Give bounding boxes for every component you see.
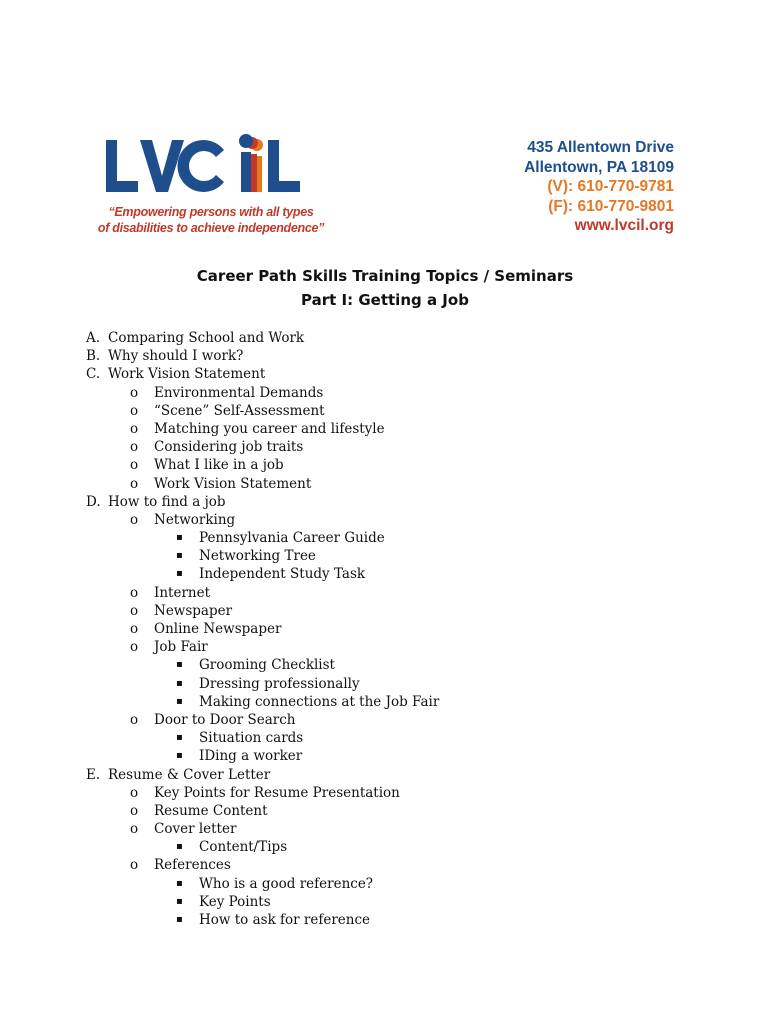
hollow-bullet-icon: o xyxy=(130,457,139,474)
outline-item-text: Online Newspaper xyxy=(154,621,282,637)
organization-tagline xyxy=(96,204,326,236)
outline-item-text: Cover letter xyxy=(154,821,237,838)
outline-letter: C. xyxy=(86,366,101,383)
square-bullet-icon: ▪ xyxy=(176,550,183,562)
hollow-bullet-icon: o xyxy=(130,384,139,401)
square-bullet-icon: ▪ xyxy=(176,877,183,889)
hollow-bullet-icon: o xyxy=(130,621,139,637)
hollow-bullet-icon: o xyxy=(130,802,139,819)
outline-item-text: Work Vision Statement xyxy=(154,475,312,492)
outline-item-text: Work Vision Statement xyxy=(108,366,266,383)
voice-phone: (V): 610-770-9781 xyxy=(547,178,674,195)
square-bullet-icon: ▪ xyxy=(176,732,183,744)
outline-item-text: How to ask for reference xyxy=(199,912,371,928)
street-address: 435 Allentown Drive xyxy=(527,139,674,156)
outline-item-text: Considering job traits xyxy=(154,439,304,456)
outline-letter: A. xyxy=(86,330,101,346)
outline-item-text: Situation cards xyxy=(199,730,304,747)
square-bullet-icon: ▪ xyxy=(176,568,183,580)
hollow-bullet-icon: o xyxy=(130,821,139,838)
outline-item-text: IDing a worker xyxy=(199,748,303,765)
outline-item-text: Key Points for Resume Presentation xyxy=(154,784,400,801)
hollow-bullet-icon: o xyxy=(130,639,139,656)
outline-item-text: Matching you career and lifestyle xyxy=(154,420,385,437)
hollow-bullet-icon: o xyxy=(130,402,139,419)
outline-letter: D. xyxy=(86,493,101,510)
square-bullet-icon: ▪ xyxy=(176,750,183,762)
outline-item-text: References xyxy=(154,857,231,874)
outline-item-text: “Scene” Self-Assessment xyxy=(154,402,325,419)
hollow-bullet-icon: o xyxy=(130,439,139,456)
hollow-bullet-icon: o xyxy=(130,420,139,437)
outline-item-text: Making connections at the Job Fair xyxy=(199,693,440,710)
website-link[interactable]: www.lvcil.org xyxy=(574,217,674,234)
outline-item-text: Pennsylvania Career Guide xyxy=(199,530,385,547)
hollow-bullet-icon: o xyxy=(130,711,139,728)
contact-block xyxy=(524,138,674,236)
outline-item-text: Key Points xyxy=(199,893,271,910)
hollow-bullet-icon: o xyxy=(130,584,139,601)
outline-item-text: Content/Tips xyxy=(199,839,288,856)
outline-item-text: What I like in a job xyxy=(154,457,284,474)
outline-item-text: Independent Study Task xyxy=(199,566,366,583)
outline-item-text: Internet xyxy=(154,584,211,601)
outline-item-text: Door to Door Search xyxy=(154,711,296,728)
outline-item-text: Comparing School and Work xyxy=(108,330,305,346)
outline-item-text: How to find a job xyxy=(108,493,226,510)
square-bullet-icon: ▪ xyxy=(176,659,183,671)
outline-item-text: Resume & Cover Letter xyxy=(108,766,271,783)
hollow-bullet-icon: o xyxy=(130,784,139,801)
outline-item-text: Newspaper xyxy=(154,602,233,619)
outline-item-text: Networking Tree xyxy=(199,548,316,565)
square-bullet-icon: ▪ xyxy=(176,677,183,689)
tagline-line-2: of disabilities to achieve independence” xyxy=(97,221,325,235)
square-bullet-icon: ▪ xyxy=(176,695,183,707)
document-subtitle: Part I: Getting a Job xyxy=(301,291,469,309)
organization-logo xyxy=(96,132,326,244)
hollow-bullet-icon: o xyxy=(130,511,139,528)
fax-number: (F): 610-770-9801 xyxy=(548,197,674,215)
hollow-bullet-icon: o xyxy=(130,475,139,492)
outline-item-text: Resume Content xyxy=(154,802,268,819)
hollow-bullet-icon: o xyxy=(130,857,139,874)
city-state-zip: Allentown, PA 18109 xyxy=(524,158,674,176)
document-title: Career Path Skills Training Topics / Seminars xyxy=(196,267,574,285)
lvcil-logo-mark xyxy=(104,132,304,200)
outline-letter: B. xyxy=(86,348,101,365)
outline-item-text: Why should I work? xyxy=(108,348,244,365)
square-bullet-icon: ▪ xyxy=(176,914,183,925)
outline-item-text: Dressing professionally xyxy=(199,675,360,692)
square-bullet-icon: ▪ xyxy=(176,532,183,544)
outline-item-text: Job Fair xyxy=(154,639,208,656)
tagline-line-1: “Empowering persons with all types xyxy=(108,205,314,219)
square-bullet-icon: ▪ xyxy=(176,895,183,907)
square-bullet-icon: ▪ xyxy=(176,841,183,853)
outline-item-text: Environmental Demands xyxy=(154,384,324,401)
outline-letter: E. xyxy=(86,766,101,783)
outline-item-text: Grooming Checklist xyxy=(199,657,335,674)
hollow-bullet-icon: o xyxy=(130,602,139,619)
outline-item-text: Who is a good reference? xyxy=(199,875,374,892)
outline-item-text: Networking xyxy=(154,511,236,528)
